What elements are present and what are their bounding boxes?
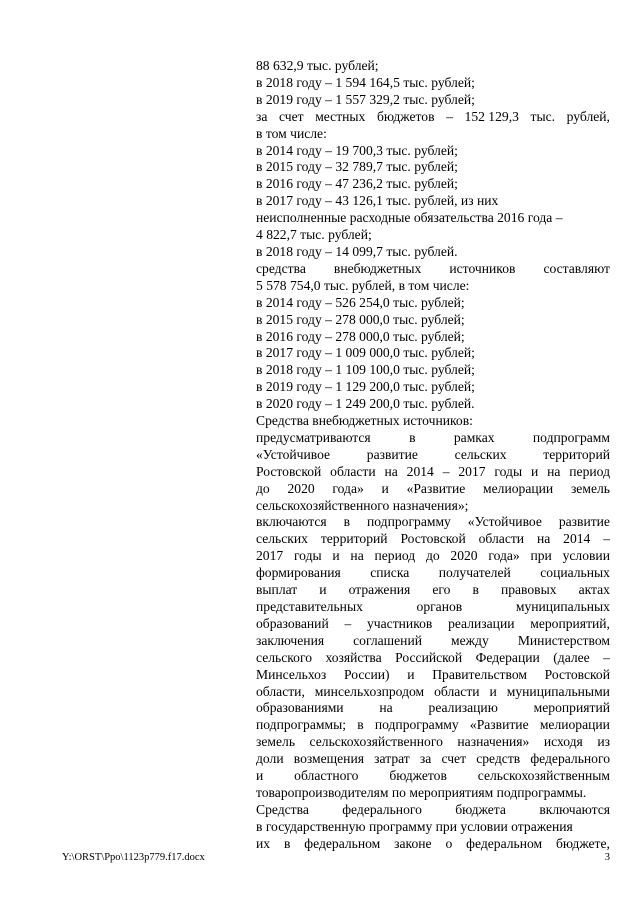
text-line — [256, 734, 610, 751]
word: выплат — [256, 582, 298, 598]
word: – — [442, 463, 450, 479]
word: в — [357, 717, 364, 733]
word: органов — [416, 599, 463, 614]
word: на — [547, 463, 561, 479]
word: 2020 — [287, 480, 315, 496]
word: – — [446, 108, 453, 124]
text-line: 5 578 754,0 тыс. рублей, в том числе: — [256, 277, 470, 293]
word: сельского — [256, 649, 312, 665]
word: хозяйства — [325, 649, 382, 665]
word: и — [407, 666, 415, 682]
text-line: в 2015 году – 32 789,7 тыс. рублей; — [256, 159, 458, 175]
word: «Развитие — [469, 717, 529, 733]
text-line: сельскохозяйственного назначения»; — [256, 497, 469, 513]
word: Ростовской — [256, 463, 322, 479]
text-line: в 2019 году – 1 557 329,2 тыс. рублей; — [256, 91, 475, 107]
word: правовых — [500, 582, 557, 598]
word: годы — [293, 548, 322, 564]
text-line — [256, 751, 610, 768]
word: рублей, — [566, 108, 610, 124]
text-line — [256, 700, 610, 717]
word: 2014 — [406, 463, 434, 479]
word: в — [343, 514, 351, 530]
word: источников — [449, 260, 516, 276]
word: на — [384, 463, 398, 479]
word: списка — [370, 565, 410, 581]
word: в — [283, 835, 291, 851]
word: и — [332, 548, 340, 564]
word: их — [256, 835, 271, 851]
word: подпрограмму — [366, 514, 451, 530]
word: Министерством — [517, 632, 610, 648]
word: на — [350, 548, 364, 564]
text-line: в 2018 году – 1 109 100,0 тыс. рублей; — [256, 362, 475, 378]
text-line: неисполненные расходные обязательства 2016 года – — [256, 210, 563, 226]
word: Федерации — [475, 649, 540, 665]
word: федеральном — [466, 835, 543, 851]
word: областного — [294, 768, 359, 784]
text-line — [256, 717, 610, 734]
text-line: 4 822,7 тыс. рублей; — [256, 227, 372, 243]
word: до — [256, 480, 270, 496]
word: федерального — [530, 751, 610, 767]
text-line — [256, 531, 610, 548]
word: между — [451, 632, 489, 648]
word: рамках — [453, 429, 495, 445]
text-line — [256, 514, 610, 531]
text-line: в 2014 году – 526 254,0 тыс. рублей; — [256, 294, 465, 310]
word: образованиями — [256, 700, 344, 716]
text-line — [256, 261, 610, 278]
text-line: в том числе: — [256, 125, 327, 141]
text-line — [256, 430, 610, 447]
word: «Устойчивое — [256, 446, 331, 462]
word: и — [319, 582, 327, 598]
text-line — [256, 650, 610, 667]
text-line: в 2020 году – 1 249 200,0 тыс. рублей. — [256, 396, 475, 412]
text-line — [256, 464, 610, 481]
word: подпрограмму — [374, 717, 459, 733]
file-path: Y:\ORST\Ppo\1123p779.f17.docx — [62, 852, 205, 863]
word: бюджета — [455, 801, 506, 817]
text-line — [256, 447, 610, 464]
text-line — [256, 836, 610, 853]
word: – — [344, 615, 352, 631]
word: актах — [578, 582, 610, 598]
text-line: товаропроизводителям по мероприятиям подпрограммы. — [256, 784, 587, 800]
word: за — [256, 108, 268, 124]
word: года» — [332, 480, 364, 496]
word: назначения» — [457, 734, 530, 750]
word: (далее — [553, 649, 590, 665]
text-line — [256, 616, 610, 633]
word: подпрограмм — [532, 429, 610, 445]
word: включаются — [256, 514, 327, 530]
text-line: в 2014 году – 19 700,3 тыс. рублей; — [256, 142, 458, 158]
text-line: в 2017 году – 1 009 000,0 тыс. рублей; — [256, 345, 475, 361]
word: Ростовской — [400, 531, 466, 547]
word: сельскохозяйственного — [309, 734, 443, 750]
word: области — [330, 463, 376, 479]
word: возмещения — [293, 751, 364, 767]
word: о — [445, 835, 453, 851]
word: России) — [344, 666, 390, 682]
word: развитие — [558, 514, 610, 530]
word: на — [536, 531, 551, 547]
text-line — [256, 667, 610, 684]
word: – — [603, 531, 610, 547]
word: и — [381, 480, 389, 496]
word: соглашений — [353, 632, 422, 648]
text-line — [256, 633, 610, 650]
word: составляют — [543, 260, 610, 276]
text-line: Средства внебюджетных источников: — [256, 413, 473, 429]
word: условии — [562, 548, 610, 564]
word: сельских — [454, 446, 507, 462]
word: области, — [256, 683, 305, 699]
text-line: в 2017 году – 43 126,1 тыс. рублей, из них — [256, 193, 499, 209]
word: мероприятий — [533, 700, 610, 716]
word: средств — [476, 751, 521, 767]
word: социальных — [540, 565, 610, 581]
word: бюджетов — [376, 108, 435, 124]
word: года» — [488, 548, 520, 564]
word: и — [489, 683, 497, 699]
text-line: в государственную программу при условии отражения — [256, 818, 573, 834]
word: за — [419, 751, 432, 767]
word: счет — [441, 751, 467, 767]
word: при — [530, 548, 552, 564]
word: местных — [315, 108, 366, 124]
word: исходя — [543, 734, 583, 750]
text-line: в 2018 году – 14 099,7 тыс. рублей. — [256, 243, 458, 259]
word: 2020 — [450, 548, 478, 564]
word: Ростовской — [544, 666, 610, 682]
word: затрат — [374, 751, 410, 767]
word: – — [603, 649, 610, 665]
word: тыс. — [530, 108, 556, 124]
word: доли — [256, 751, 284, 767]
word: его — [432, 582, 451, 598]
text-line — [256, 582, 610, 599]
word: участников — [367, 615, 433, 631]
word: 2014 — [563, 531, 591, 547]
word: реализации — [448, 615, 515, 631]
word: период — [569, 463, 610, 479]
word: федеральном — [304, 835, 381, 851]
word: Минсельхоз — [256, 666, 327, 682]
word: до — [425, 548, 440, 564]
word: развитие — [366, 446, 418, 462]
word: минсельхозпродом — [314, 683, 425, 699]
text-line — [256, 599, 610, 616]
word: отражения — [348, 582, 411, 598]
text-line: в 2018 году – 1 594 164,5 тыс. рублей; — [256, 74, 475, 90]
word: образований — [256, 615, 329, 631]
word: представительных — [256, 599, 363, 614]
text-line — [256, 802, 610, 819]
word: законе — [394, 835, 432, 851]
word: бюджетов — [389, 768, 447, 784]
text-line: в 2016 году – 47 236,2 тыс. рублей; — [256, 176, 458, 192]
text-line — [256, 768, 610, 785]
word: счет — [279, 108, 304, 124]
word: внебюджетных — [333, 260, 422, 276]
word: муниципальных — [515, 599, 610, 614]
text-line — [256, 548, 610, 565]
word: подпрограммы; — [256, 717, 346, 733]
word: и — [530, 463, 539, 479]
word: земель — [256, 734, 296, 750]
text-line — [256, 481, 610, 498]
word: формирования — [256, 565, 341, 581]
word: сельских — [256, 531, 308, 547]
word: «Устойчивое — [467, 514, 542, 530]
text-line: 88 632,9 тыс. рублей; — [256, 58, 379, 73]
word: Правительством — [432, 666, 527, 682]
word: мероприятий, — [530, 615, 610, 631]
word: реализацию — [428, 700, 498, 716]
word: годы — [494, 463, 523, 479]
word: и — [256, 768, 264, 784]
word: бюджете, — [556, 835, 610, 851]
word: мелиорации — [483, 480, 554, 496]
word: территорий — [320, 531, 388, 547]
word: 152 129,3 — [464, 108, 519, 124]
word: федерального — [342, 801, 422, 817]
word: земель — [570, 480, 610, 496]
word: области — [434, 683, 480, 699]
word: включаются — [539, 801, 610, 817]
word: области — [478, 531, 525, 547]
text-line — [256, 565, 610, 582]
word: Средства — [256, 801, 309, 817]
word: муниципальными — [506, 683, 610, 699]
word: из — [597, 734, 610, 750]
page-footer — [62, 852, 610, 863]
word: в — [409, 429, 416, 445]
text-line: в 2015 году – 278 000,0 тыс. рублей; — [256, 311, 465, 327]
word: период — [374, 548, 416, 564]
word: 2017 — [458, 463, 486, 479]
text-line: в 2016 году – 278 000,0 тыс. рублей; — [256, 328, 465, 344]
word: средства — [256, 260, 306, 276]
word: территорий — [543, 446, 610, 462]
word: предусматриваются — [256, 429, 371, 445]
word: заключения — [256, 632, 325, 648]
word: в — [472, 582, 479, 598]
page-number: 3 — [604, 852, 610, 863]
document-body — [256, 58, 610, 853]
word: Российской — [395, 649, 463, 665]
word: на — [379, 700, 393, 716]
word: мелиорации — [539, 717, 610, 733]
text-line — [256, 109, 610, 126]
text-line: в 2019 году – 1 129 200,0 тыс. рублей; — [256, 379, 475, 395]
word: «Развитие — [406, 480, 466, 496]
text-line — [256, 684, 610, 701]
word: сельскохозяйственным — [477, 768, 610, 784]
word: 2017 — [256, 548, 284, 564]
word: получателей — [438, 565, 511, 581]
